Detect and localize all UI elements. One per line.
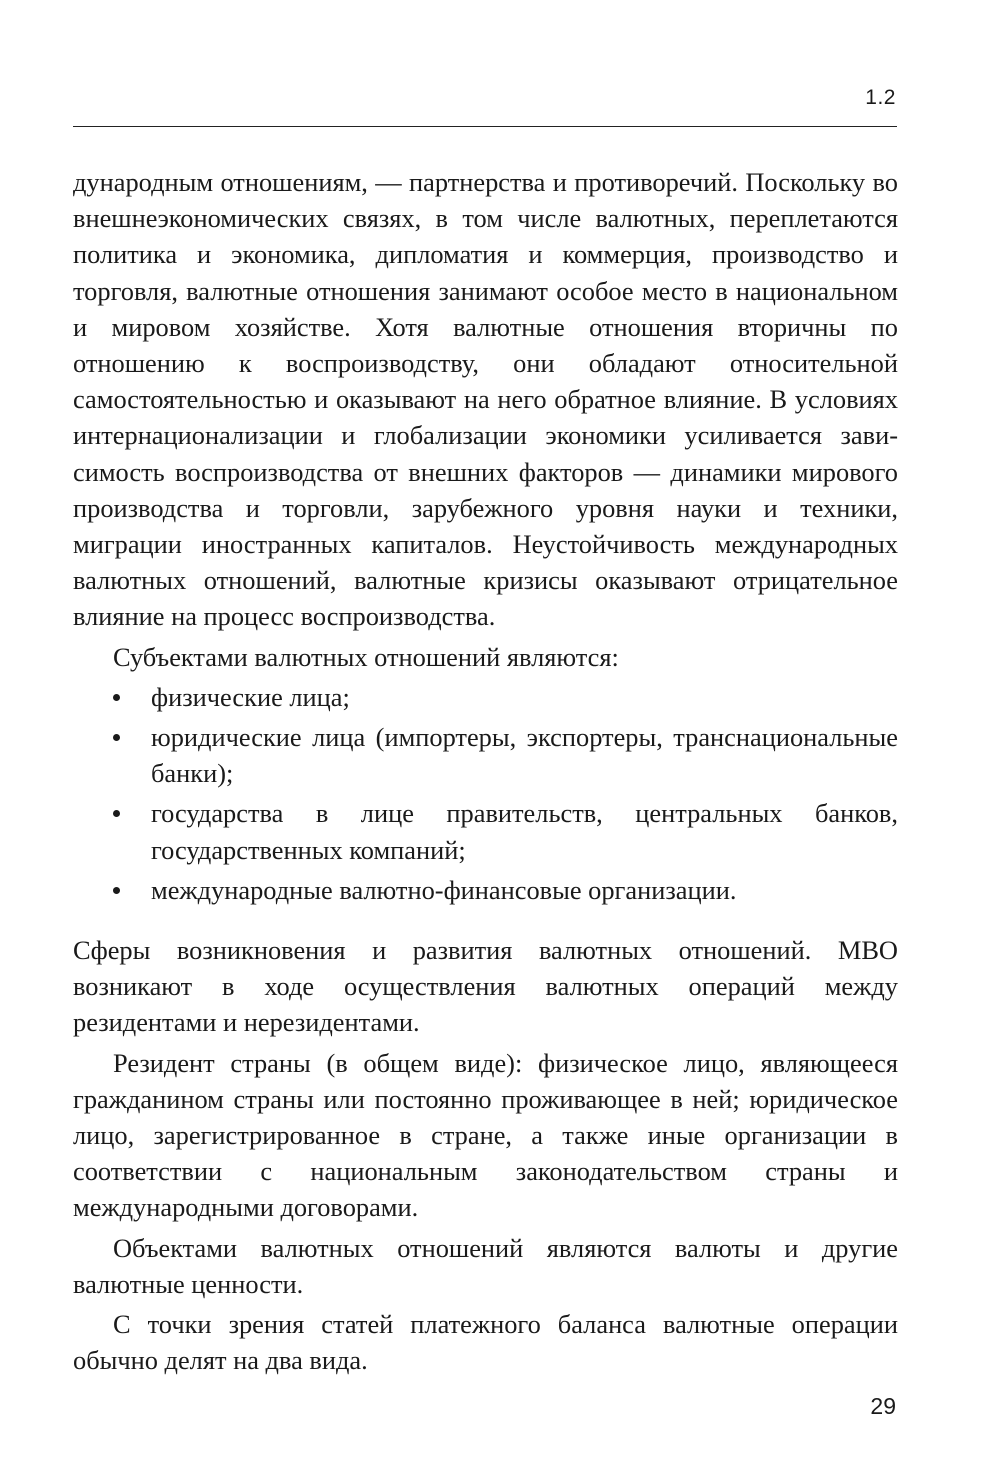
bullet-icon	[113, 694, 120, 701]
objects-paragraph: Объектами валютных отношений являются валюты и другие валютные ценности.	[73, 1232, 898, 1299]
subjects-intro: Субъектами валютных отношений являются:	[113, 641, 619, 672]
list-item-text: юридические лица (импортеры, экспортеры, транснациональные банки);	[151, 722, 898, 789]
header-rule	[73, 126, 897, 127]
bullet-icon	[113, 810, 120, 817]
running-head-section-number: 1.2	[865, 86, 896, 109]
list-item	[73, 795, 898, 867]
resident-paragraph: Резидент страны (в общем виде): физическое лицо, являющееся гражданином страны или постоянно проживающее в ней; юридическое лицо, зарегистрированное в стране, а также иные организации в соответствии с национальным законодательством страны и международными договорами.	[73, 1047, 898, 1223]
subjects-list	[73, 679, 898, 908]
bullet-icon	[113, 887, 120, 894]
list-item-text: государства в лице правительств, центральных банков, государственных компаний;	[151, 798, 898, 865]
page-body	[73, 164, 898, 1379]
list-item-text: международные валютно-финансовые организации.	[151, 874, 737, 905]
bullet-icon	[113, 734, 120, 741]
paragraph-continuation: дународным отношениям, — партнерства и противоречий. Поскольку во внешнеэкономических связях, в том числе валютных, переплетаются политика и экономика, дипломатия и коммерция, производство и торговля, валютные отношения занимают особое место в национальном и мировом хозяйстве. Хотя валютные отношения вторичны по отношению к воспроизводству, они обладают относительной самостоятельностью и оказывают на него обратное влияние. В условиях интернационализации и глобализации экономики усиливается зависимость воспроизводства от внешних факторов — динамики мирового производства и торговли, зарубежного уровня науки и техники, миграции иностранных капиталов. Неустойчивость международных валютных отношений, валютные кризисы оказывают отрицательное влияние на процесс воспроизводства.	[73, 167, 898, 632]
balance-paragraph: С точки зрения статей платежного баланса валютные операции обычно делят на два вида.	[73, 1309, 898, 1376]
page-number: 29	[870, 1393, 896, 1419]
list-item	[73, 719, 898, 791]
list-item	[73, 872, 898, 908]
spheres-paragraph: Сферы возникновения и развития валютных отношений. МВО возникают в ходе осуществления валютных операций между резидентами и нерезидентами.	[73, 935, 898, 1038]
list-item-text: физические лица;	[151, 681, 350, 712]
list-item	[73, 679, 898, 715]
